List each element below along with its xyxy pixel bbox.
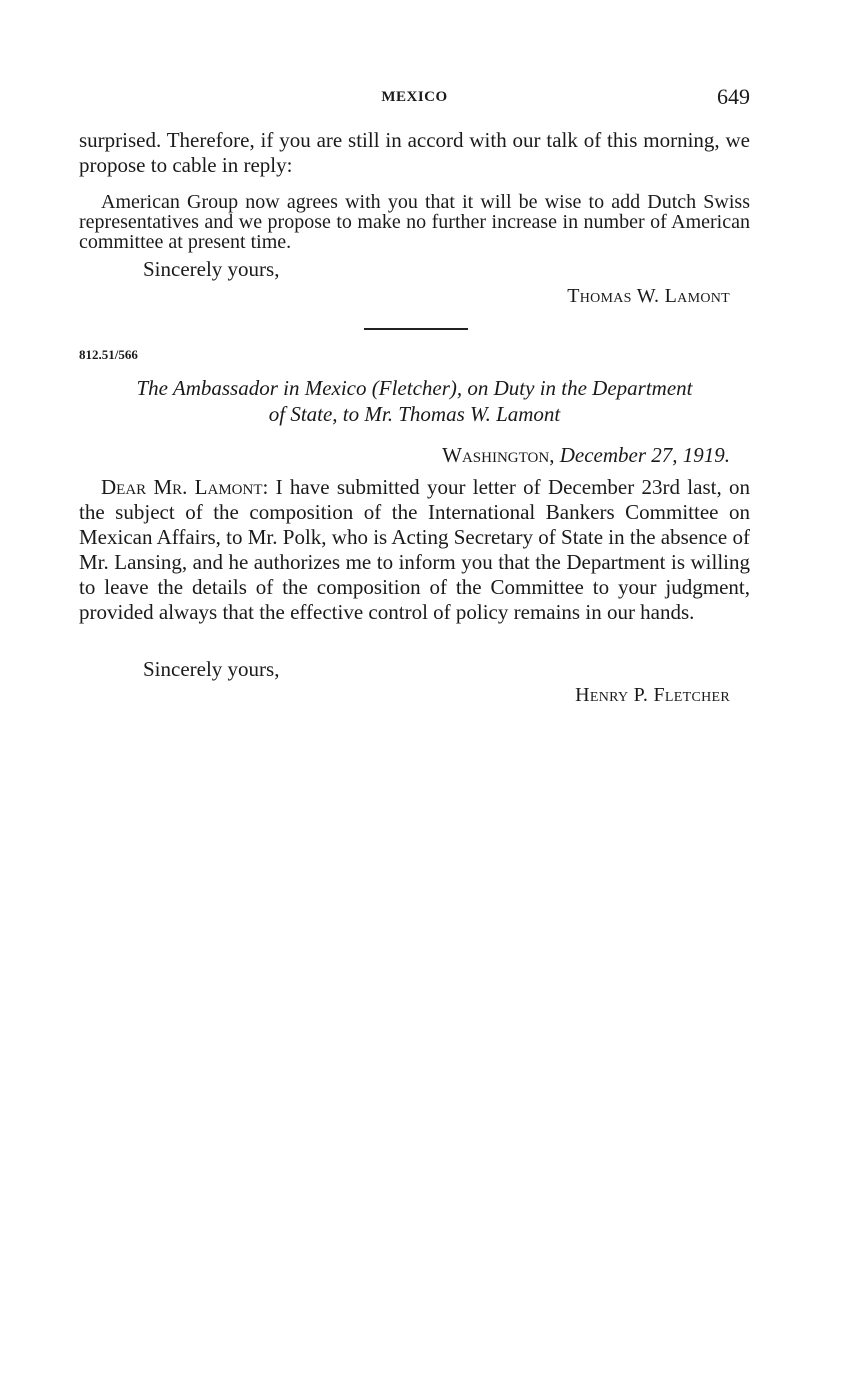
section-divider	[364, 328, 468, 330]
cable-text-quote: American Group now agrees with you that it will be wise to add Dutch Swiss representatives and we propose to make no further increase in number of American committee at present time.	[79, 191, 750, 253]
letter1-closing: Sincerely yours,	[143, 257, 280, 281]
running-head: MEXICO	[381, 89, 448, 105]
letter1-continuation-paragraph: surprised. Therefore, if you are still in accord with our talk of this morning, we propose to cable in reply:	[79, 128, 750, 177]
dateline-date: December 27, 1919.	[559, 443, 730, 467]
file-number: 812.51/566	[79, 347, 138, 362]
document-title	[79, 375, 750, 427]
letter2-signature: Henry P. Fletcher	[575, 684, 730, 706]
dateline-place: Washington,	[442, 443, 555, 467]
letter1-signature: Thomas W. Lamont	[567, 285, 730, 307]
page-number: 649	[717, 84, 750, 109]
page-header	[79, 84, 750, 114]
dateline	[442, 443, 730, 468]
letter2-closing: Sincerely yours,	[143, 657, 280, 681]
letter2-body-paragraph	[79, 475, 750, 625]
document-title-line2: of State, to Mr. Thomas W. Lamont	[268, 402, 561, 426]
salutation: Dear Mr. Lamont:	[101, 475, 269, 499]
letter2-body-text: I have submitted your letter of December 23rd last, on the subject of the composition of the International Bankers Committee on Mexican Affairs, to Mr. Polk, who is Acting Secretary of State in the absence of Mr. Lansing, and he authorizes me to inform you that the Department is willing to leave the details of the composition of the Committee to your judgment, provided always that the effective control of policy remains in our hands.	[79, 475, 750, 624]
document-title-line1: The Ambassador in Mexico (Fletcher), on Duty in the Department	[136, 376, 693, 400]
